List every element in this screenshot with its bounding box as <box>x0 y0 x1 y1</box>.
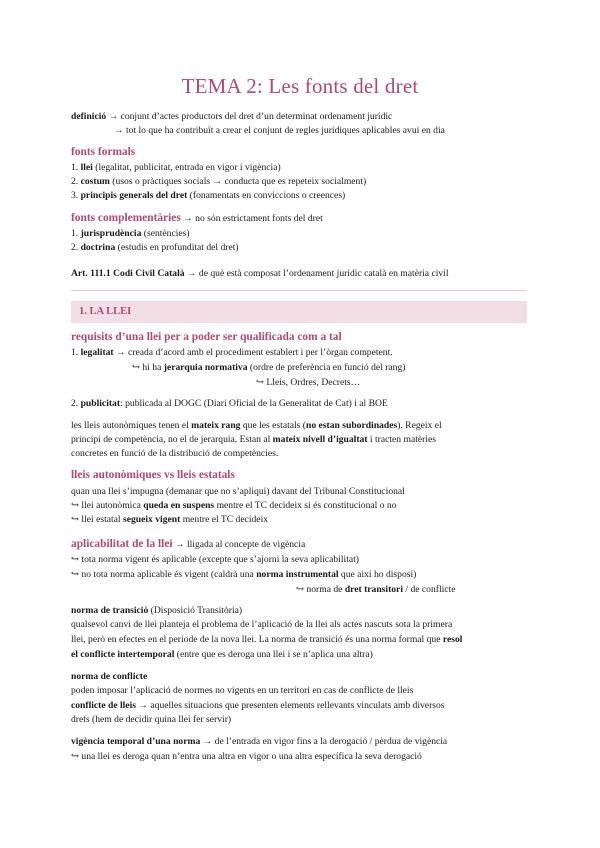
aplicabilitat-line-3: ↪ norma de dret transitori / de conflicte <box>296 584 456 595</box>
requisits-line-4: 2. publicitat: publicada al DOGC (Diari Oficial de la Generalitat de Cat) i al BOE <box>71 398 388 409</box>
definition-term: definició <box>71 111 107 122</box>
definition-line-1 <box>71 111 392 123</box>
transicio-line-3: el conflicte intertemporal (entre que es deroga una llei i se n’aplica una altra) <box>71 649 373 660</box>
aplicabilitat-heading: aplicabilitat de la llei <box>71 538 173 550</box>
requisits-line-2: ↪ hi ha jerarquia normativa (ordre de preferència en funció del rang) <box>132 362 406 373</box>
fonts-formals-item-3: 3. principis generals del dret (fonamentats en conviccions o creences) <box>71 190 346 201</box>
lleis-autonomiques-line-1: quan una llei s’impugna (demanar que no s’apliqui) davant del Tribunal Constitucional <box>71 486 405 497</box>
fonts-complementaries-item-1: 1. jurisprudència (sentències) <box>71 228 190 239</box>
conflicte-heading: norma de conflicte <box>71 671 148 682</box>
vigencia-line-1: ↪ una llei es deroga quan n’entra una altra en vigor o una altra específica la seva derogació <box>71 751 422 762</box>
requisits-line-3: ↪ Lleis, Ordres, Decrets… <box>256 377 361 388</box>
requisits-paragraph-3: concretes en funció de la distribució de competències. <box>71 448 279 459</box>
conflicte-line-1: poden imposar l’aplicació de normes no vigents en un territori en cas de conflicte de lleis <box>71 685 414 696</box>
page-title: TEMA 2: Les fonts del dret <box>181 74 419 98</box>
definition-text-1: → conjunt d’actes productors del dret d’un determinat ordenament jurídic <box>106 111 393 122</box>
aplicabilitat-line-1: ↪ tota norma vigent és aplicable (excepte que s’ajorni la seva aplicabilitat) <box>71 554 360 565</box>
fonts-complementaries-item-2: 2. doctrina (estudis en profunditat del dret) <box>71 242 239 253</box>
section-title-la-llei: 1. LA LLEI <box>79 306 132 317</box>
fonts-formals-item-2: 2. costum (usos o pràctiques socials → conducta que es repeteix socialment) <box>71 176 367 187</box>
requisits-paragraph-2: principi de competència, no el de jerarquia. Estan al mateix nivell d’igualtat i tracten matèries <box>71 434 436 445</box>
lleis-autonomiques-line-3: ↪ llei estatal segueix vigent mentre el TC decideix <box>71 514 269 525</box>
transicio-heading: norma de transició (Disposició Transitòria) <box>71 605 243 616</box>
section-divider <box>71 290 527 291</box>
aplicabilitat-line-2: ↪ no tota norma aplicable és vigent (caldrà una norma instrumental que així ho disposi) <box>71 569 417 580</box>
section-band <box>71 301 527 323</box>
lleis-autonomiques-line-2: ↪ llei autonòmica queda en suspens mentre el TC decideix si és constitucional o no <box>71 500 397 511</box>
definition-line-2: → tot lo que ha contribuït a crear el conjunt de regles jurídiques aplicables avui en dia <box>114 125 445 136</box>
article-reference: Art. 111.1 Codi Civil Català → de què està composat l’ordenament jurídic català en matèria civil <box>71 268 449 279</box>
transicio-line-1: qualsevol canvi de llei planteja el problema de l’aplicació de la llei als actes nascuts sota la primera <box>71 619 453 630</box>
vigencia-heading: vigència temporal d’una norma → de l’entrada en vigor fins a la derogació / pèrdua de vigència <box>71 736 448 747</box>
conflicte-line-3: drets (hem de decidir quina llei fer servir) <box>71 714 232 725</box>
aplicabilitat-line: aplicabilitat de la llei → lligada al concepte de vigència <box>71 538 306 550</box>
conflicte-line-2: conflicte de lleis → aquelles situacions que presenten elements rellevants vinculats amb diversos <box>71 700 445 711</box>
fonts-formals-heading: fonts formals <box>71 146 136 158</box>
fonts-formals-item-1: 1. llei (legalitat, publicitat, entrada en vigor i vigència) <box>71 162 281 173</box>
requisits-heading: requisits d’una llei per a poder ser qualificada com a tal <box>71 331 342 343</box>
transicio-line-2: llei, però en efectes en el període de la nova llei. La norma de transició és una norma formal que resol <box>71 634 463 645</box>
requisits-line-1: 1. legalitat → creada d’acord amb el procediment establert i per l’òrgan competent. <box>71 347 393 358</box>
requisits-paragraph-1: les lleis autonòmiques tenen el mateix rang que les estatals (no estan subordinades). Regeix el <box>71 420 442 431</box>
fonts-complementaries-heading: fonts complementàries <box>71 212 181 224</box>
lleis-autonomiques-heading: lleis autonòmiques vs lleis estatals <box>71 469 235 481</box>
fonts-complementaries-line: fonts complementàries → no són estrictament fonts del dret <box>71 212 323 224</box>
